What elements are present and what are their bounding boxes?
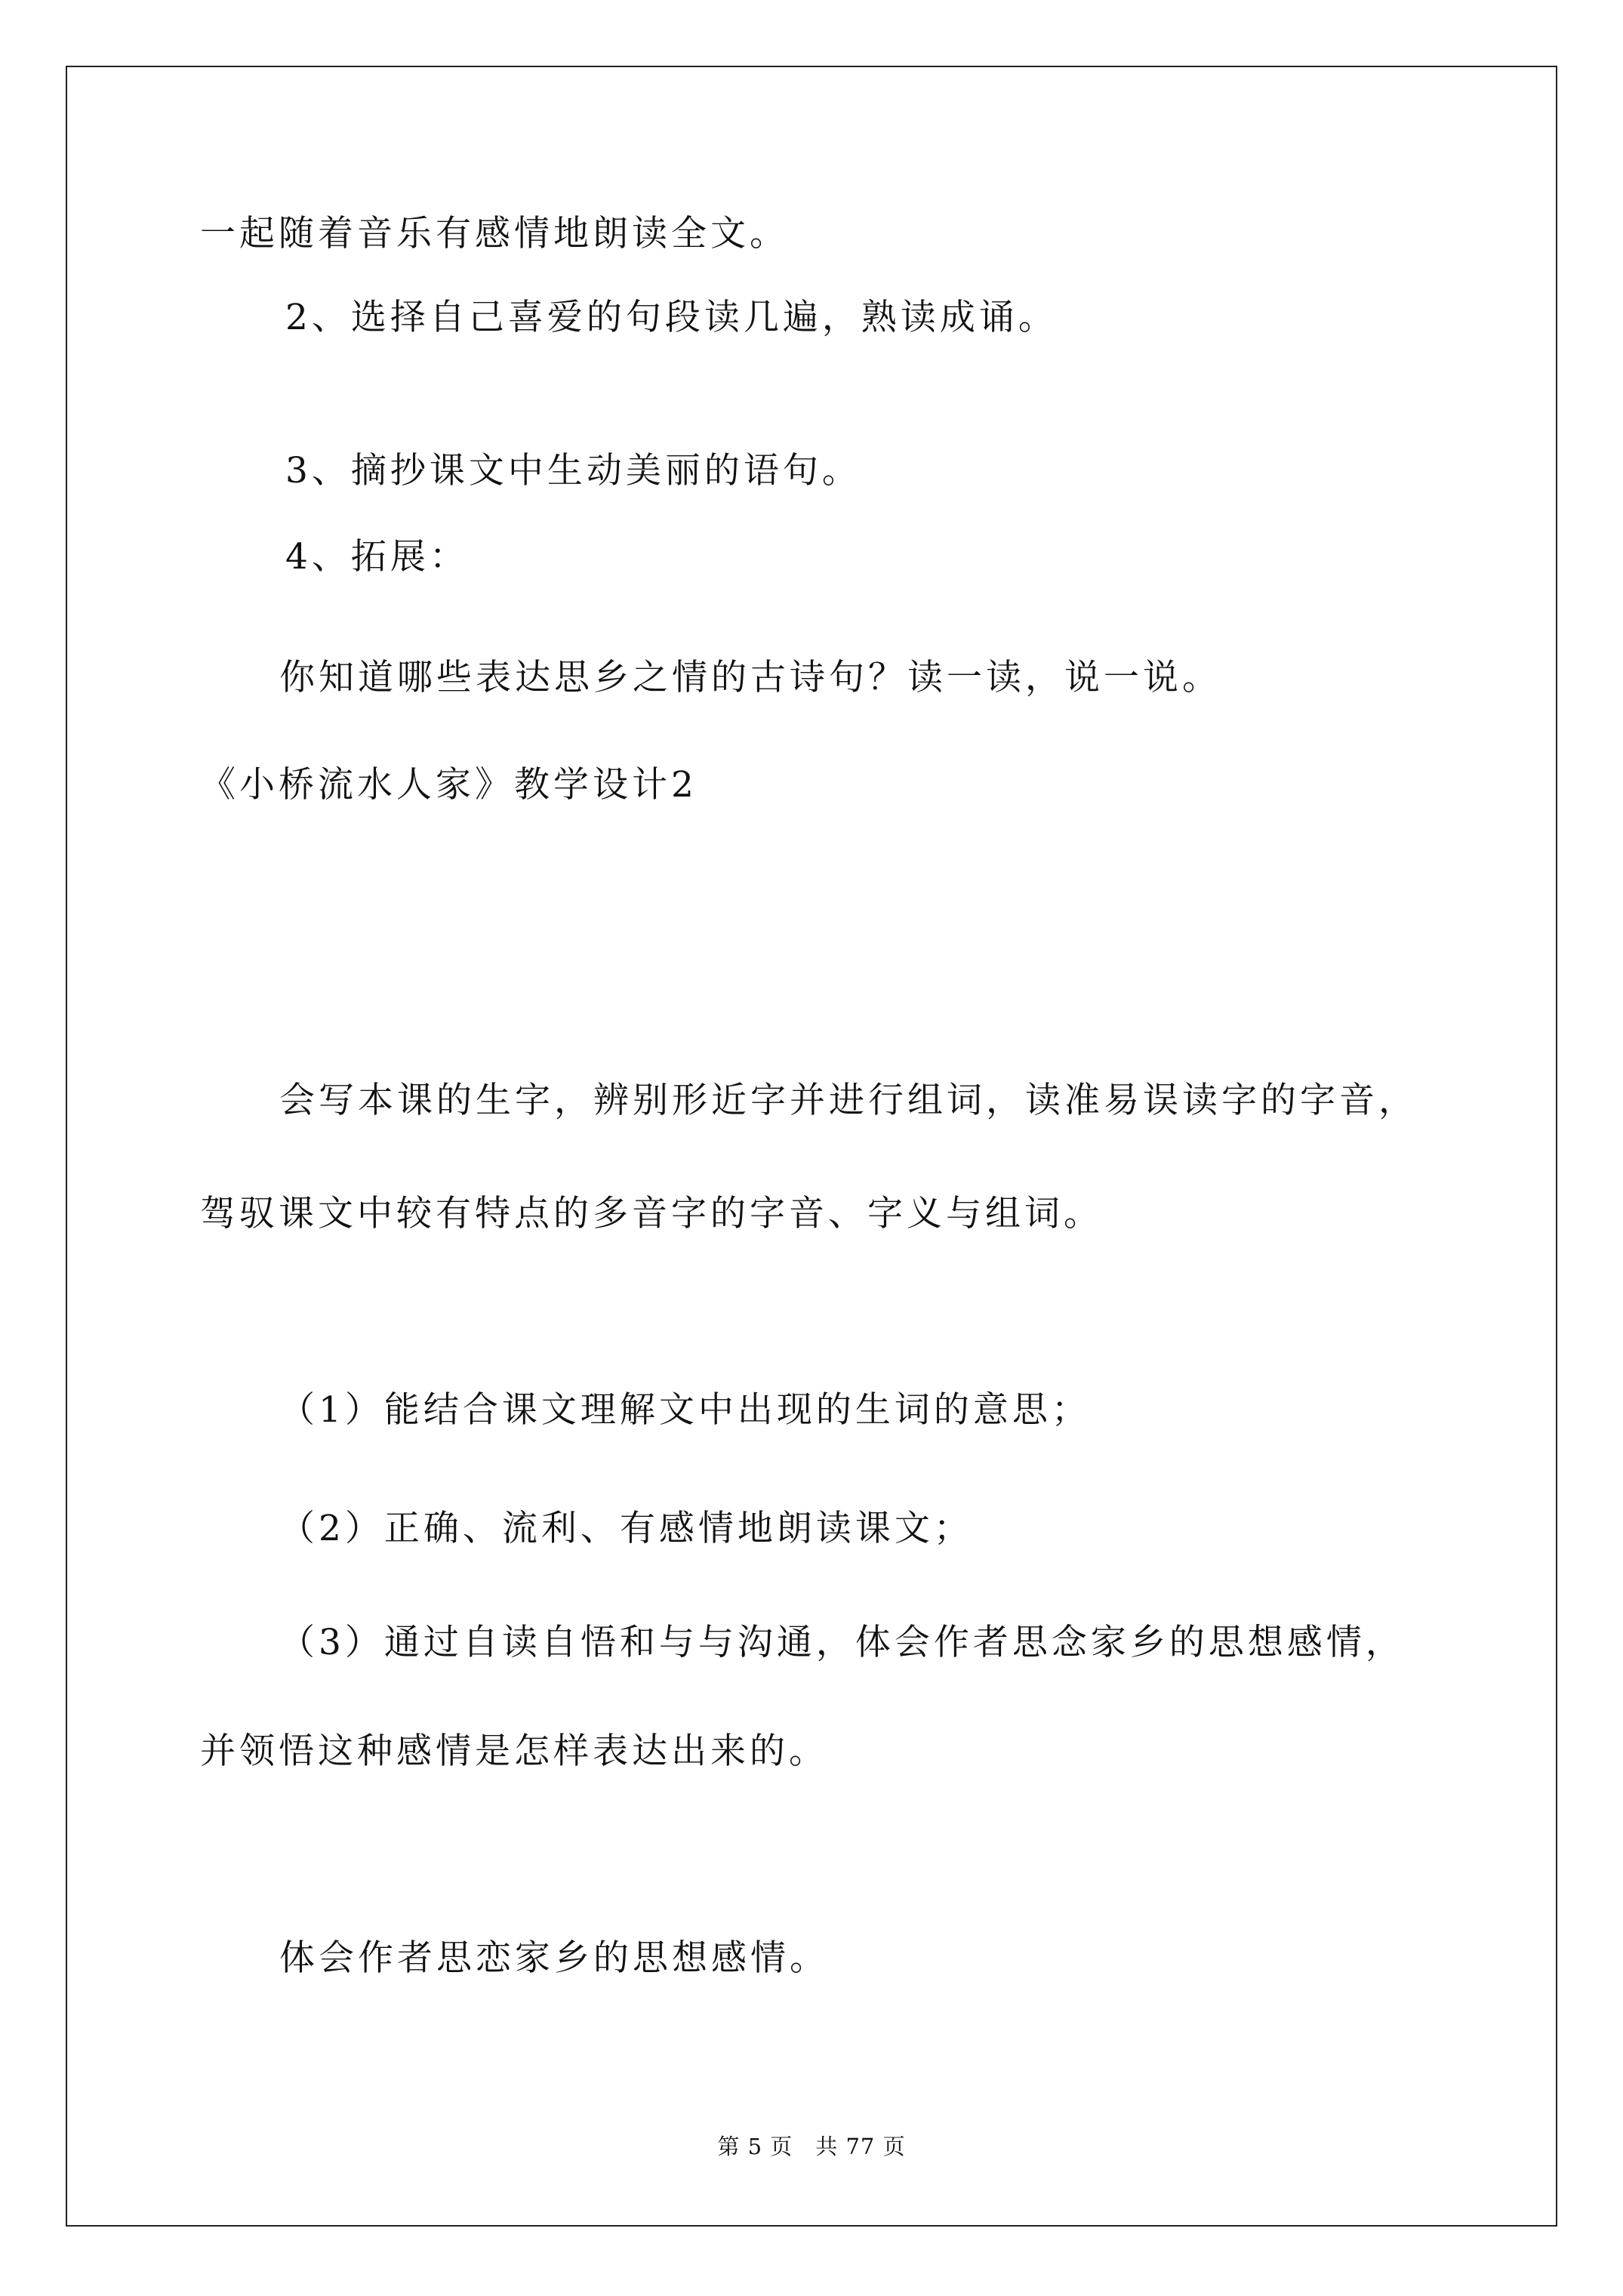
section-heading: 《小桥流水人家》教学设计2 [200,764,698,806]
text-line: 驾驭课文中较有特点的多音字的字音、字义与组词。 [200,1193,1103,1234]
text-line: 2、选择自己喜爱的句段读几遍，熟读成诵。 [285,297,1058,338]
text-line: 会写本课的生字，辨别形近字并进行组词，读准易误读字的字音， [279,1080,1418,1121]
text-line: 体会作者思恋家乡的思想感情。 [279,1937,829,1979]
page-border [66,66,1557,2227]
text-line: （1）能结合课文理解文中出现的生词的意思； [279,1389,1091,1431]
text-line: 3、摘抄课文中生动美丽的语句。 [285,450,861,492]
page-number: 第 5 页 共 77 页 [717,2134,906,2159]
text-line: 一起随着音乐有感情地朗读全文。 [200,213,789,254]
text-line: （2）正确、流利、有感情地朗读课文； [279,1508,973,1549]
text-line: 4、拓展： [285,536,469,578]
text-line: 你知道哪些表达思乡之情的古诗句？读一读，说一说。 [279,657,1221,698]
text-line: （3）通过自读自悟和与与沟通，体会作者思念家乡的思想感情， [279,1622,1405,1663]
text-line: 并领悟这种感情是怎样表达出来的。 [200,1730,828,1772]
